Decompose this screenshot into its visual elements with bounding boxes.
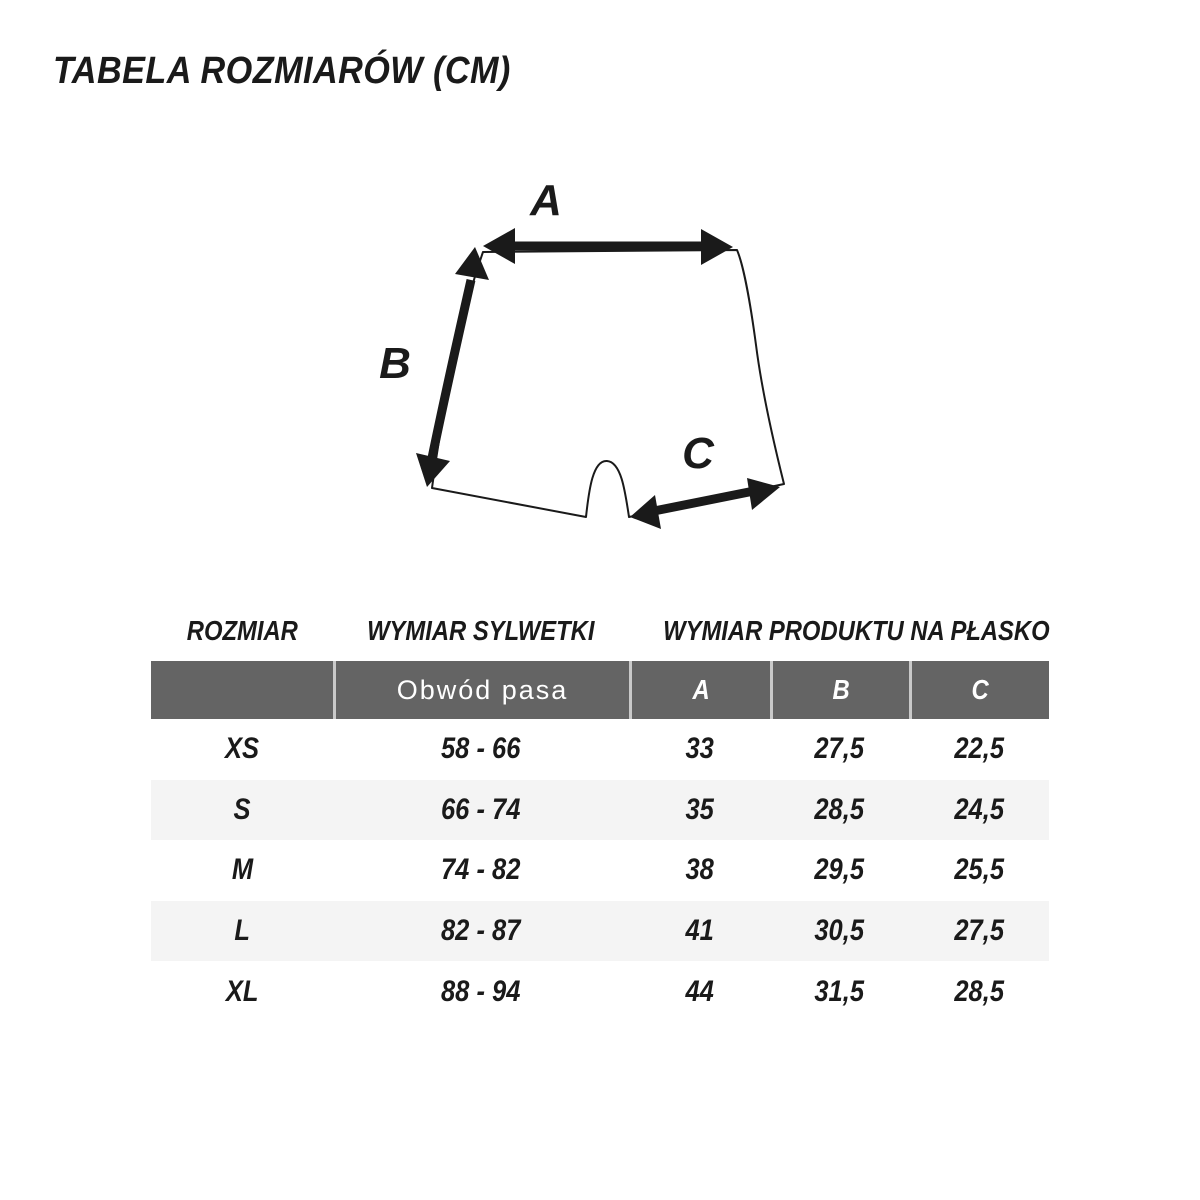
waist-cell: 74 - 82 xyxy=(441,853,521,887)
diagram-label-b: B xyxy=(379,339,411,388)
header-cell-waist: Obwód pasa xyxy=(333,661,629,719)
b-cell: 31,5 xyxy=(814,974,865,1008)
header-cell-b: B xyxy=(770,661,909,719)
shorts-measurement-diagram xyxy=(370,160,810,560)
table-header-row xyxy=(151,661,1049,719)
waist-cell: 82 - 87 xyxy=(441,914,521,948)
header-cell-empty xyxy=(151,661,333,719)
table-row-xs xyxy=(151,719,1049,780)
measure-arrow-a xyxy=(483,228,733,265)
c-cell: 27,5 xyxy=(954,914,1004,948)
c-cell: 28,5 xyxy=(954,974,1004,1008)
page-title: TABELA ROZMIARÓW (CM) xyxy=(53,50,511,92)
waist-cell: 58 - 66 xyxy=(441,732,521,766)
measure-arrow-c xyxy=(630,478,780,529)
size-cell: XS xyxy=(224,732,260,766)
size-cell: L xyxy=(234,914,250,948)
c-cell: 25,5 xyxy=(954,853,1004,887)
c-cell: 22,5 xyxy=(954,732,1004,766)
size-table xyxy=(151,615,1049,1022)
a-cell: 44 xyxy=(685,974,714,1008)
size-cell: XL xyxy=(225,974,259,1008)
table-row-xl xyxy=(151,961,1049,1022)
b-cell: 27,5 xyxy=(814,732,865,766)
measure-arrow-b xyxy=(416,247,489,487)
size-cell: M xyxy=(231,853,253,887)
header-cell-c: C xyxy=(909,661,1049,719)
diagram-label-c: C xyxy=(682,429,714,478)
shorts-outline xyxy=(432,250,784,517)
c-cell: 24,5 xyxy=(954,792,1004,826)
a-cell: 33 xyxy=(685,732,714,766)
b-cell: 28,5 xyxy=(814,792,865,826)
table-row-m xyxy=(151,840,1049,901)
table-row-s xyxy=(151,780,1049,841)
waist-cell: 66 - 74 xyxy=(441,792,521,826)
group-header-product-measure: WYMIAR PRODUKTU NA PŁASKO xyxy=(663,615,1050,646)
waist-cell: 88 - 94 xyxy=(441,974,521,1008)
b-cell: 30,5 xyxy=(814,914,865,948)
b-cell: 29,5 xyxy=(814,853,865,887)
group-header-size: ROZMIAR xyxy=(186,615,298,646)
a-cell: 38 xyxy=(685,853,714,887)
table-group-header-row xyxy=(151,615,1049,647)
a-cell: 41 xyxy=(685,914,714,948)
diagram-label-a: A xyxy=(530,176,562,225)
a-cell: 35 xyxy=(685,792,714,826)
table-row-l xyxy=(151,901,1049,962)
header-cell-a: A xyxy=(629,661,770,719)
group-header-body-measure: WYMIAR SYLWETKI xyxy=(367,615,595,646)
size-cell: S xyxy=(233,792,251,826)
